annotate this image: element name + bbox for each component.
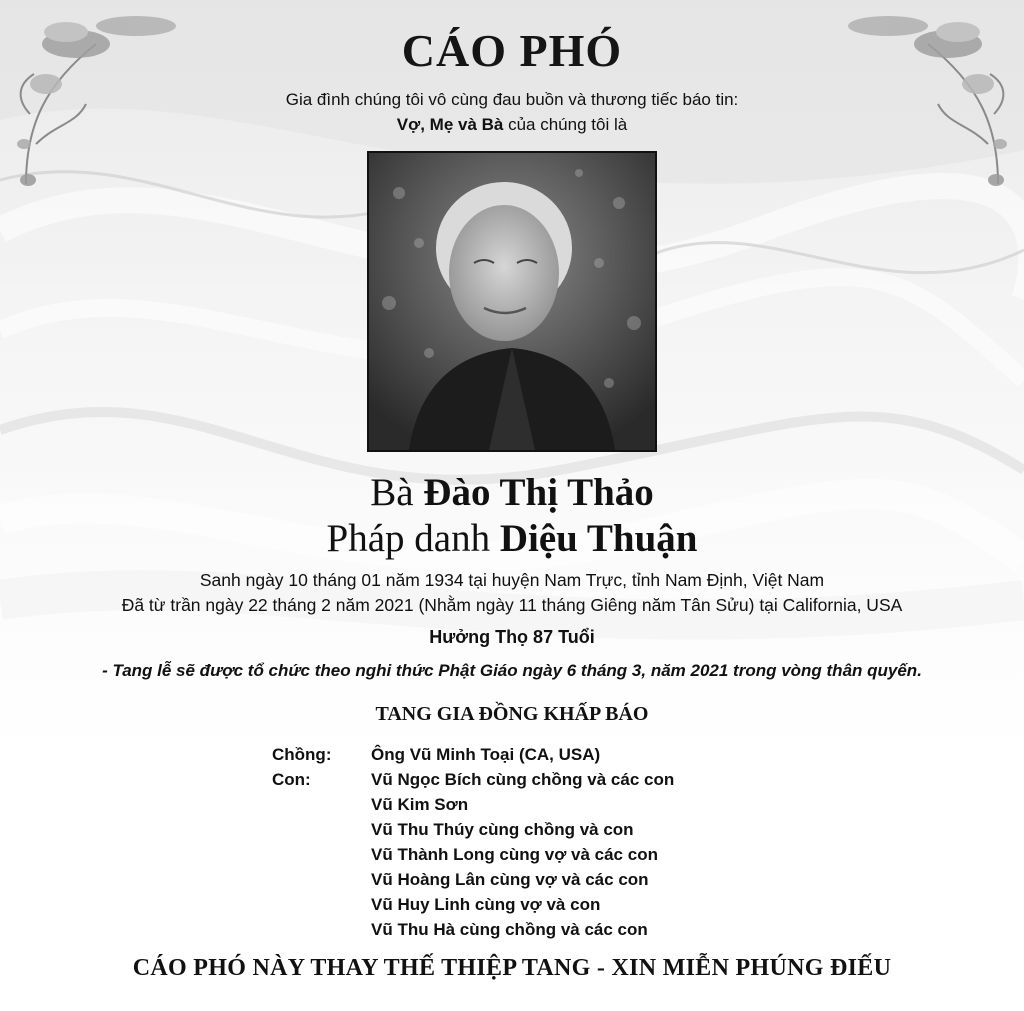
family-member: Vũ Thành Long cùng vợ và các con <box>371 845 658 864</box>
dharma-bold: Diệu Thuận <box>499 517 698 560</box>
family-row <box>272 819 674 844</box>
name-prefix: Bà <box>370 471 424 514</box>
family-member: Ông Vũ Minh Toại (CA, USA) <box>371 745 601 764</box>
family-row <box>272 844 674 869</box>
funeral-info: - Tang lễ sẽ được tổ chức theo nghi thức Phật Giáo ngày 6 tháng 3, năm 2021 trong vòng thân quyến. <box>102 661 922 680</box>
name-bold: Đào Thị Thảo <box>423 471 654 514</box>
birth-info: Sanh ngày 10 tháng 01 năm 1934 tại huyện Nam Trực, tỉnh Nam Định, Việt Nam <box>199 570 825 590</box>
family-label <box>272 869 371 894</box>
family-row <box>272 869 674 894</box>
family-member: Vũ Thu Hà cùng chồng và các con <box>371 920 648 939</box>
relation-rest: của chúng tôi là <box>503 115 628 134</box>
dharma-prefix: Pháp danh <box>326 517 500 560</box>
family-list <box>272 744 674 944</box>
family-member: Vũ Hoàng Lân cùng vợ và các con <box>371 870 649 889</box>
portrait-photo <box>367 151 657 452</box>
family-member: Vũ Huy Linh cùng vợ và con <box>371 895 601 914</box>
family-member: Vũ Thu Thúy cùng chồng và con <box>371 820 634 839</box>
page-title: CÁO PHÓ <box>401 25 623 76</box>
family-row <box>272 794 674 819</box>
intro-text: Gia đình chúng tôi vô cùng đau buồn và thương tiếc báo tin: <box>285 90 739 109</box>
relation-text <box>0 115 1024 135</box>
family-label <box>272 819 371 844</box>
announcement-heading: TANG GIA ĐỒNG KHẤP BÁO <box>375 703 649 725</box>
age-info: Hưởng Thọ 87 Tuổi <box>429 627 595 647</box>
family-row <box>272 919 674 944</box>
family-label <box>272 794 371 819</box>
family-row <box>272 769 674 794</box>
footer-notice: CÁO PHÓ NÀY THAY THẾ THIỆP TANG - XIN MIỄN PHÚNG ĐIẾU <box>132 955 892 981</box>
death-info: Đã từ trần ngày 22 tháng 2 năm 2021 (Nhằm ngày 11 tháng Giêng năm Tân Sửu) tại California, USA <box>121 595 903 615</box>
family-row <box>272 744 674 769</box>
family-label: Con: <box>272 770 311 789</box>
family-member: Vũ Kim Sơn <box>371 795 469 814</box>
family-label <box>272 894 371 919</box>
dharma-name <box>0 516 1024 561</box>
family-label <box>272 919 371 944</box>
family-member: Vũ Ngọc Bích cùng chồng và các con <box>371 770 675 789</box>
family-row <box>272 894 674 919</box>
relation-bold: Vợ, Mẹ và Bà <box>396 115 504 134</box>
family-label: Chồng: <box>272 745 332 764</box>
deceased-name <box>0 470 1024 515</box>
portrait-image <box>369 153 655 450</box>
family-label <box>272 844 371 869</box>
